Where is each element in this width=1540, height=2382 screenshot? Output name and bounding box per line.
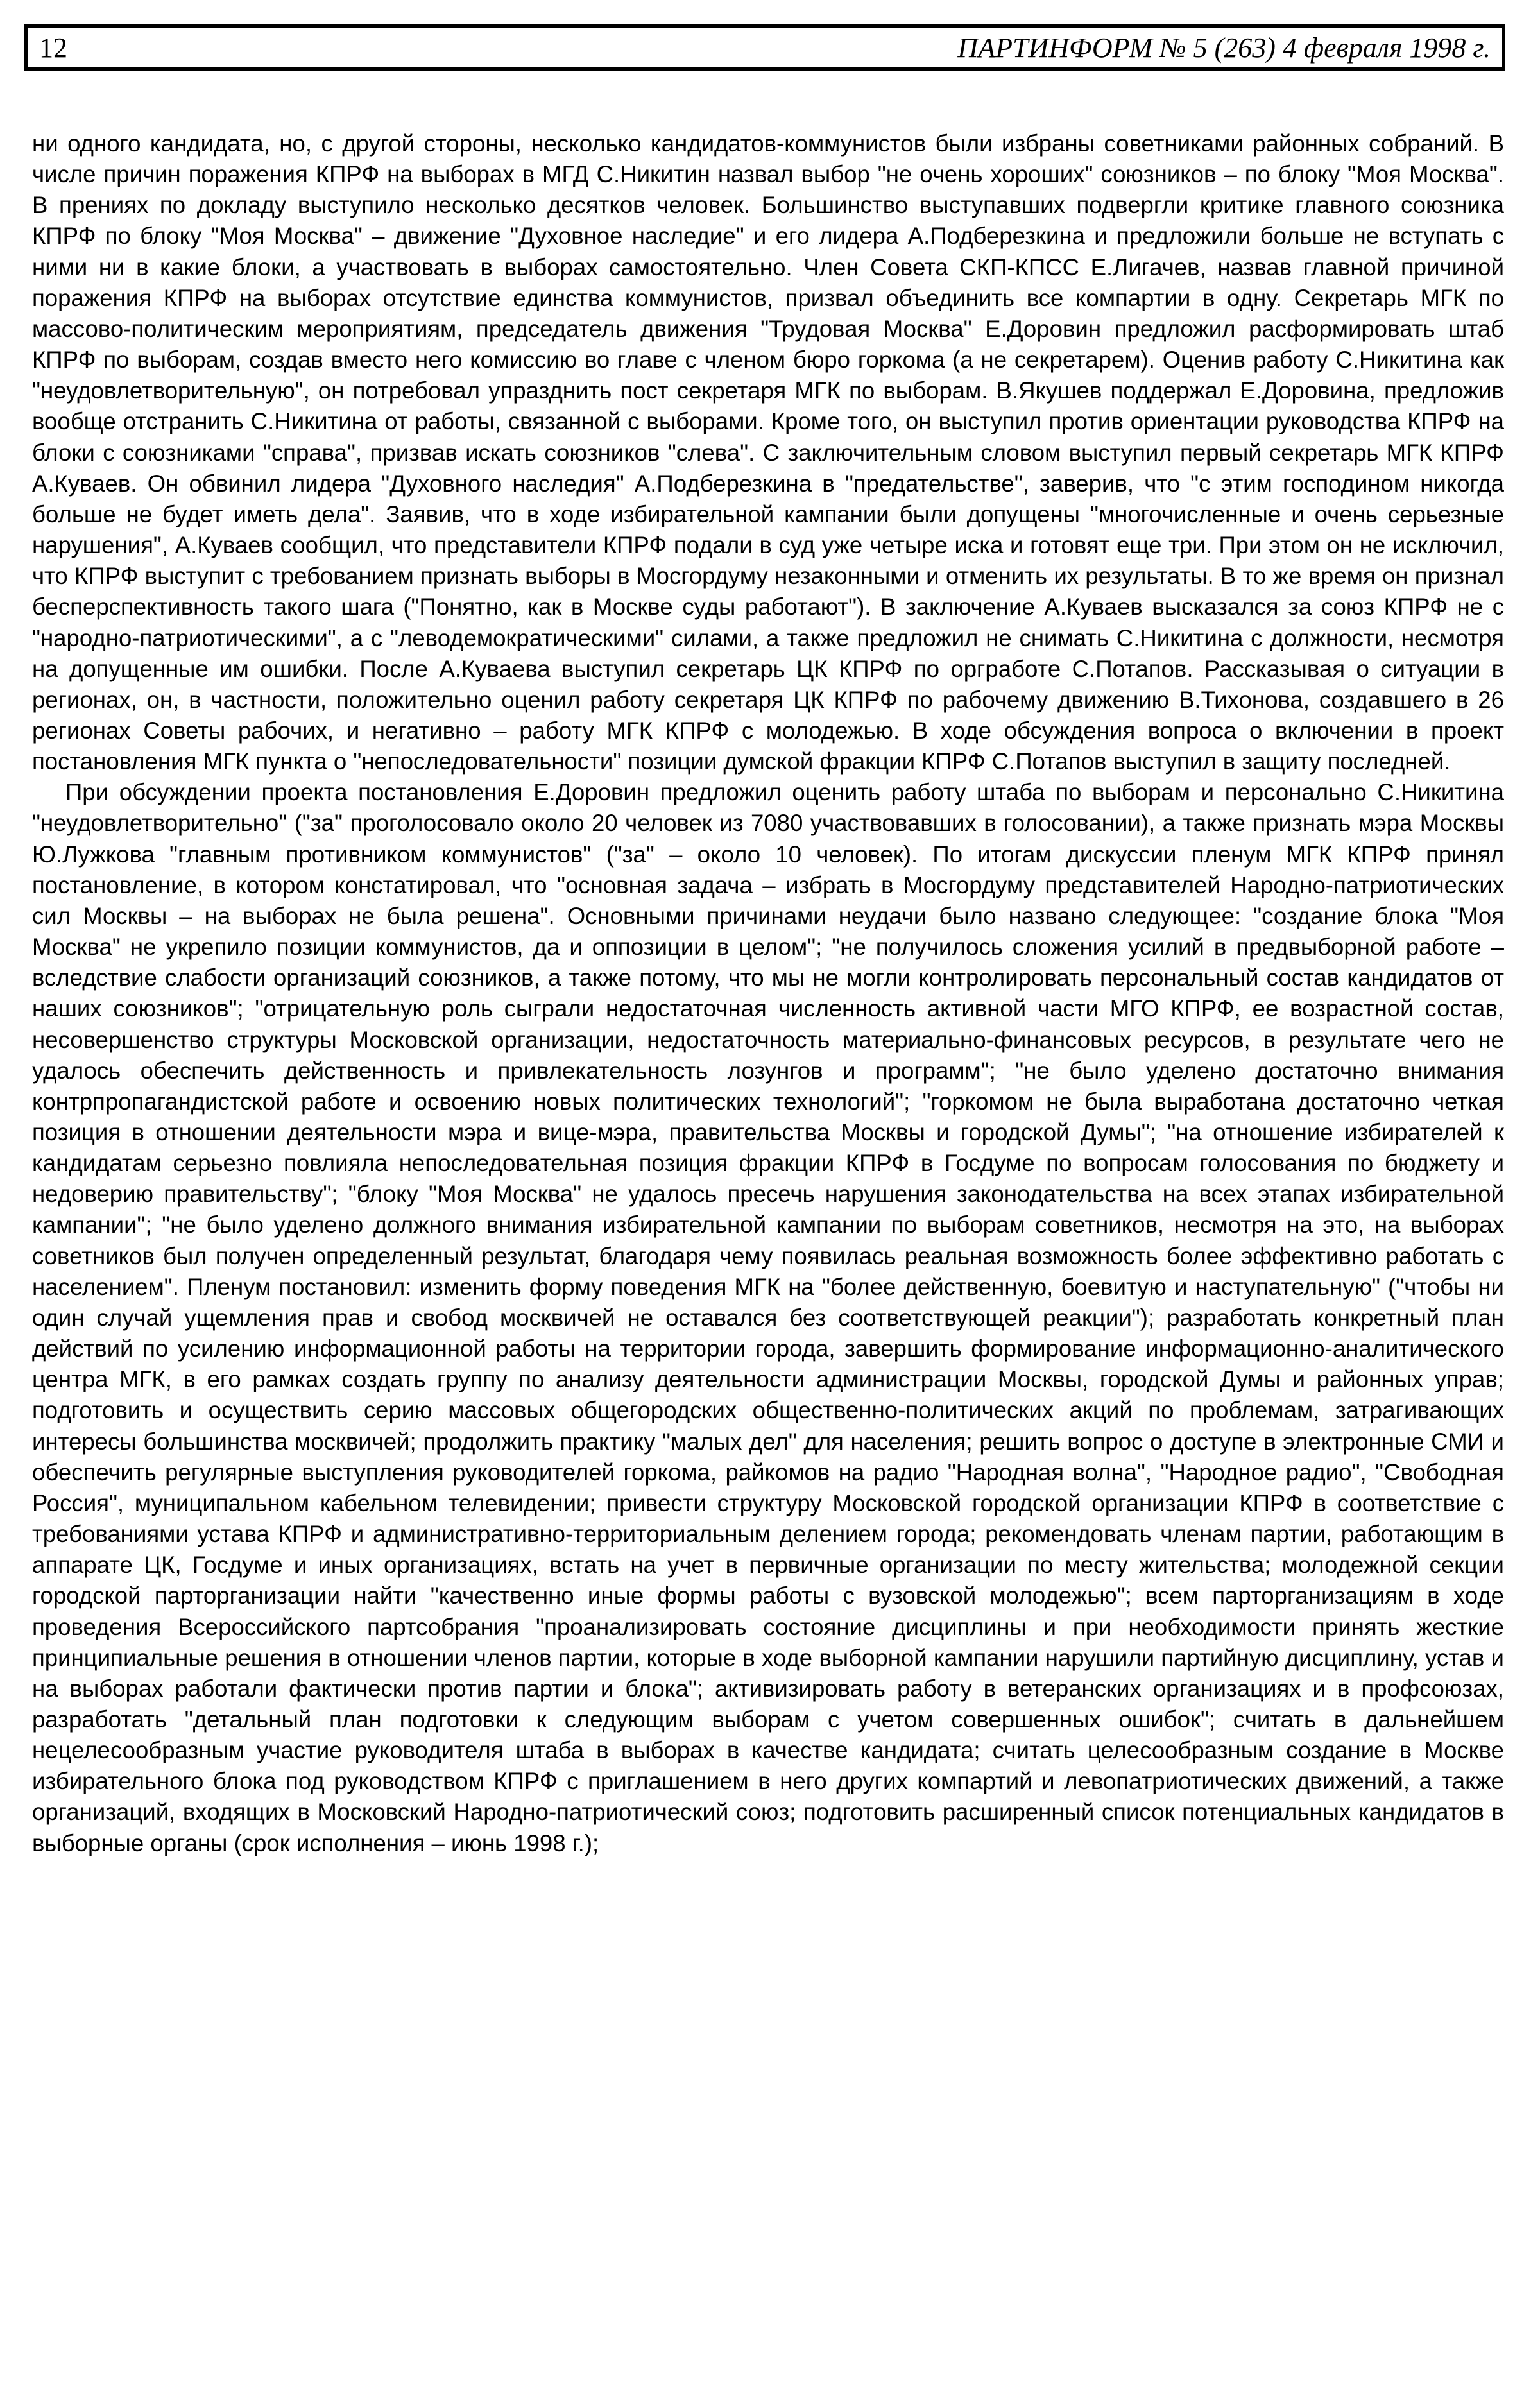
article-paragraph: При обсуждении проекта постановления Е.Доровин предложил оценить работу штаба по выборам и персонально С.Никитина "неудовлетворительно" ("за" проголосовало около 20 человек из 7080 участвовавших в голосовании), а также признать мэра Москвы Ю.Лужкова "главным противником коммунистов" ("за" – около 10 человек). По итогам дискуссии пленум МГК КПРФ принял постановление, в котором констатировал, что "основная задача – избрать в Мосгордуму представителей Народно-патриотических сил Москвы – на выборах не была решена". Основными причинами неудачи было названо следующее: "создание блока "Моя Москва" не укрепило позиции коммунистов, да и оппозиции в целом"; "не получилось сложения усилий в предвыборной работе – вследствие слабости организаций союзников, а также потому, что мы не могли контролировать персональный состав кандидатов от наших союзников"; "отрицательную роль сыграли недостаточная численность активной части МГО КПРФ, ее возрастной состав, несовершенство структуры Московской организации, недостаточность материально-финансовых ресурсов, в результате чего не удалось обеспечить действенность и привлекательность лозунгов и программ"; "не было уделено достаточно внимания контрпропагандистской работе и освоению новых политических технологий"; "горкомом не была выработана достаточно четкая позиция в отношении деятельности мэра и вице-мэра, правительства Москвы и городской Думы"; "на отношение избирателей к кандидатам серьезно повлияла непоследовательная позиция фракции КПРФ в Госдуме по вопросам голосования по бюджету и недоверию правительству"; "блоку "Моя Москва" не удалось пресечь нарушения законодательства на всех этапах избирательной кампании"; "не было уделено должного внимания избирательной кампании по выборам советников, несмотря на это, на выборах советников был получен определенный результат, благодаря чему появилась реальная возможность более эффективно работать с населением". Пленум постановил: изменить форму поведения МГК на "более действенную, боевитую и наступательную" ("чтобы ни один случай ущемления прав и свобод москвичей не оставался без соответствующей реакции"); разработать конкретный план действий по усилению информационной работы на территории города, завершить формирование информационно-аналитического центра МГК, в его рамках создать группу по анализу деятельности администрации Москвы, городской Думы и районных управ; подготовить и осуществить серию массовых общегородских общественно-политических акций по проблемам, затрагивающих интересы большинства москвичей; продолжить практику "малых дел" для населения; решить вопрос о доступе в электронные СМИ и обеспечить регулярные выступления руководителей горкома, райкомов на радио "Народная волна", "Народное радио", "Свободная Россия", муниципальном кабельном телевидении; привести структуру Московской городской организации КПРФ в соответствие с требованиями устава КПРФ и административно-территориальным делением города; рекомендовать членам партии, работающим в аппарате ЦК, Госдуме и иных организациях, встать на учет в первичные организации по месту жительства; молодежной секции городской парторганизации найти "качественно иные формы работы с вузовской молодежью"; всем парторганизациям в ходе проведения Всероссийского партсобрания "проанализировать состояние дисциплины и при необходимости принять жесткие принципиальные решения в отношении членов партии, которые в ходе выборной кампании нарушили партийную дисциплину, устав и на выборах работали фактически против партии и блока"; активизировать работу в ветеранских организациях и в профсоюзах, разработать "детальный план подготовки к следующим выборам с учетом совершенных ошибок"; считать в дальнейшем нецелесообразным участие руководителя штаба в выборах в качестве кандидата; считать целесообразным создание в Москве избирательного блока под руководством КПРФ с приглашением в него других компартий и левопатриотических движений, а также организаций, входящих в Московский Народно-патриотический союз; подготовить расширенный список потенциальных кандидатов в выборные органы (срок исполнения – июнь 1998 г.);: [32, 779, 1504, 1856]
page-number: 12: [39, 31, 67, 64]
article-body: [32, 128, 1504, 1859]
article-paragraph: ни одного кандидата, но, с другой стороны, несколько кандидатов-коммунистов были избраны советниками районных собраний. В числе причин поражения КПРФ на выборах в МГД С.Никитин назвал выбор "не очень хороших" союзников – по блоку "Моя Москва". В прениях по докладу выступило несколько десятков человек. Большинство выступавших подвергли критике главного союзника КПРФ по блоку "Моя Москва" – движение "Духовное наследие" и его лидера А.Подберезкина и предложили больше не вступать с ними ни в какие блоки, а участвовать в выборах самостоятельно. Член Совета СКП-КПСС Е.Лигачев, назвав главной причиной поражения КПРФ на выборах отсутствие единства коммунистов, призвал объединить все компартии в одну. Секретарь МГК по массово-политическим мероприятиям, председатель движения "Трудовая Москва" Е.Доровин предложил расформировать штаб КПРФ по выборам, создав вместо него комиссию во главе с членом бюро горкома (а не секретарем). Оценив работу С.Никитина как "неудовлетворительную", он потребовал упразднить пост секретаря МГК по выборам. В.Якушев поддержал Е.Доровина, предложив вообще отстранить С.Никитина от работы, связанной с выборами. Кроме того, он выступил против ориентации руководства КПРФ на блоки с союзниками "справа", призвав искать союзников "слева". С заключительным словом выступил первый секретарь МГК КПРФ А.Куваев. Он обвинил лидера "Духовного наследия" А.Подберезкина в "предательстве", заверив, что "с этим господином никогда больше не будет иметь дела". Заявив, что в ходе избирательной кампании были допущены "многочисленные и очень серьезные нарушения", А.Куваев сообщил, что представители КПРФ подали в суд уже четыре иска и готовят еще три. При этом он не исключил, что КПРФ выступит с требованием признать выборы в Мосгордуму незаконными и отменить их результаты. В то же время он признал бесперспективность такого шага ("Понятно, как в Москве суды работают"). В заключение А.Куваев высказался за союз КПРФ не с "народно-патриотическими", а с "леводемократическими" силами, а также предложил не снимать С.Никитина с должности, несмотря на допущенные им ошибки. После А.Куваева выступил секретарь ЦК КПРФ по оргработе С.Потапов. Рассказывая о ситуации в регионах, он, в частности, положительно оценил работу секретаря ЦК КПРФ по рабочему движению В.Тихонова, создавшего в 26 регионах Советы рабочих, и негативно – работу МГК КПРФ с молодежью. В ходе обсуждения вопроса о включении в проект постановления МГК пункта о "непоследовательности" позиции думской фракции КПРФ С.Потапов выступил в защиту последней.: [32, 130, 1504, 775]
page-header: [24, 24, 1505, 71]
publication-title: ПАРТИНФОРМ № 5 (263) 4 февраля 1998 г.: [957, 31, 1491, 64]
